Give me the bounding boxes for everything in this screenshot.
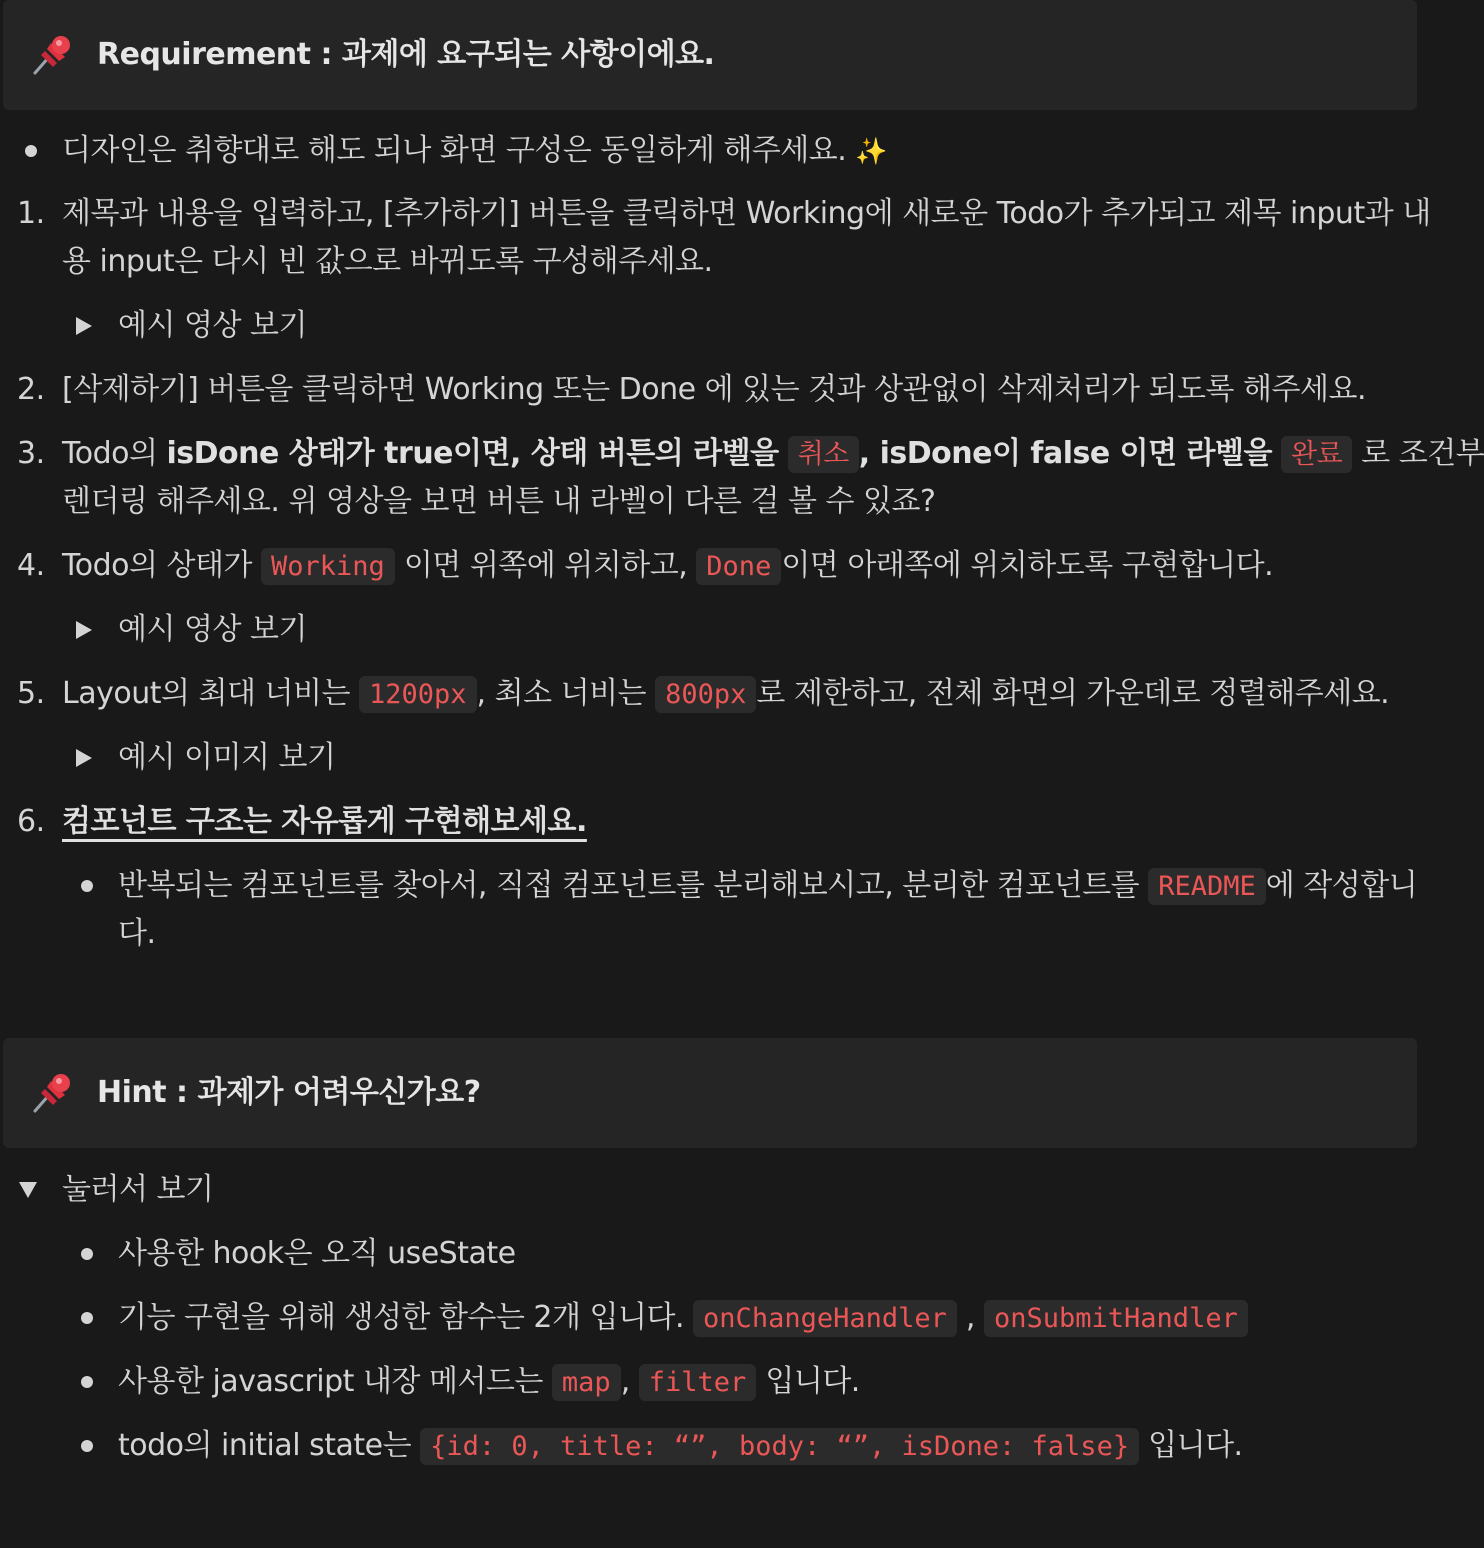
- item-1-line-2: 용 input은 다시 빈 값으로 바뀌도록 구성해주세요.: [62, 244, 713, 279]
- bullet-dot: [81, 880, 93, 892]
- hint-bullet-2: [118, 1294, 1248, 1343]
- item-6-line-1: [62, 798, 587, 846]
- code-800px: 800px: [655, 676, 756, 713]
- pushpin-icon: [31, 1071, 75, 1115]
- code-cancel-label: 취소: [788, 436, 859, 473]
- code-initial-state: {id: 0, title: “”, body: “”, isDone: false}: [420, 1428, 1139, 1465]
- item-3-bold-1: isDone 상태가 true이면, 상태 버튼의 라벨을: [166, 436, 779, 471]
- requirement-title: Requirement : 과제에 요구되는 사항이에요.: [97, 37, 715, 72]
- item-4-text-end: 이면 아래쪽에 위치하도록 구현합니다.: [781, 548, 1274, 583]
- item-6-sub-line-2: 다.: [118, 916, 156, 951]
- item-1-line-1: 제목과 내용을 입력하고, [추가하기] 버튼을 클릭하면 Working에 새로운 Todo가 추가되고 제목 input과 내: [62, 196, 1431, 231]
- item-5-text-end: 로 제한하고, 전체 화면의 가운데로 정렬해주세요.: [756, 676, 1390, 711]
- hint-bullet-3-text: 사용한 javascript 내장 메서드는: [118, 1364, 552, 1399]
- hint-bullet-4-text: todo의 initial state는: [118, 1428, 421, 1463]
- toggle-open-triangle-icon[interactable]: [19, 1182, 37, 1198]
- separator: ,: [956, 1300, 984, 1335]
- item-5-text-mid: , 최소 너비는: [476, 676, 656, 711]
- sparkles-icon: ✨: [855, 137, 888, 167]
- code-onchangehandler: onChangeHandler: [693, 1300, 957, 1337]
- code-onsubmithandler: onSubmitHandler: [984, 1300, 1248, 1337]
- item-3-text: Todo의: [62, 436, 167, 471]
- bullet-dot: [81, 1248, 93, 1260]
- item-6-underlined: 컴포넌트 구조는 자유롭게 구현해보세요.: [62, 804, 587, 839]
- hint-bullet-4: [118, 1422, 1243, 1471]
- code-complete-label: 완료: [1281, 436, 1352, 473]
- pushpin-icon: [31, 33, 75, 77]
- code-readme: README: [1148, 868, 1266, 905]
- hint-bullet-3-text-end: 입니다.: [756, 1364, 860, 1399]
- code-map: map: [552, 1364, 621, 1401]
- item-5-line-1: [62, 670, 1389, 719]
- list-item: [62, 127, 887, 176]
- hint-callout: [3, 1038, 1417, 1148]
- item-number: 4.: [17, 548, 45, 583]
- item-number: 5.: [17, 676, 45, 711]
- code-filter: filter: [639, 1364, 757, 1401]
- item-3-line-2: 렌더링 해주세요. 위 영상을 보면 버튼 내 라벨이 다른 걸 볼 수 있죠?: [62, 484, 936, 519]
- item-3-text-end: 로 조건부: [1352, 436, 1484, 471]
- item-5-text: Layout의 최대 너비는: [62, 676, 359, 711]
- hint-bullet-3: [118, 1358, 860, 1407]
- hint-toggle[interactable]: 눌러서 보기: [62, 1172, 214, 1207]
- code-working: Working: [261, 548, 395, 585]
- hint-bullet-2-text: 기능 구현을 위해 생성한 함수는 2개 입니다.: [118, 1300, 694, 1335]
- toggle-image[interactable]: 예시 이미지 보기: [118, 740, 336, 775]
- requirement-callout: [3, 0, 1417, 110]
- item-6-sub-text-end: 에 작성합니: [1265, 868, 1418, 903]
- bullet-dot: [81, 1312, 93, 1324]
- hint-bullet-4-text-end: 입니다.: [1139, 1428, 1243, 1463]
- item-2-line-1: [삭제하기] 버튼을 클릭하면 Working 또는 Done 에 있는 것과 상관없이 삭제처리가 되도록 해주세요.: [62, 372, 1366, 407]
- item-number: 6.: [17, 804, 45, 839]
- item-number: 3.: [17, 436, 45, 471]
- toggle-triangle-icon[interactable]: [76, 317, 92, 335]
- item-3-line-1: [62, 430, 1484, 479]
- item-number: 1.: [17, 196, 45, 231]
- bullet-dot: [81, 1376, 93, 1388]
- bullet-text: 디자인은 취향대로 해도 되나 화면 구성은 동일하게 해주세요.: [62, 133, 847, 168]
- toggle-triangle-icon[interactable]: [76, 621, 92, 639]
- item-number: 2.: [17, 372, 45, 407]
- bullet-dot: [81, 1440, 93, 1452]
- item-4-text: Todo의 상태가: [62, 548, 261, 583]
- item-4-text-mid: 이면 위쪽에 위치하고,: [394, 548, 697, 583]
- item-6-sub-line-1: [118, 862, 1417, 911]
- hint-title: Hint : 과제가 어려우신가요?: [97, 1075, 481, 1110]
- bullet-dot: [25, 145, 37, 157]
- item-6-sub-text: 반복되는 컴포넌트를 찾아서, 직접 컴포넌트를 분리해보시고, 분리한 컴포넌트를: [118, 868, 1149, 903]
- code-1200px: 1200px: [359, 676, 477, 713]
- toggle-video-2[interactable]: 예시 영상 보기: [118, 612, 307, 647]
- separator: ,: [620, 1364, 639, 1399]
- toggle-triangle-icon[interactable]: [76, 749, 92, 767]
- item-3-bold-2: , isDone이 false 이면 라벨을: [858, 436, 1272, 471]
- item-4-line-1: [62, 542, 1273, 591]
- toggle-video-1[interactable]: 예시 영상 보기: [118, 308, 307, 343]
- hint-bullet-1: 사용한 hook은 오직 useState: [118, 1236, 516, 1271]
- code-done: Done: [696, 548, 781, 585]
